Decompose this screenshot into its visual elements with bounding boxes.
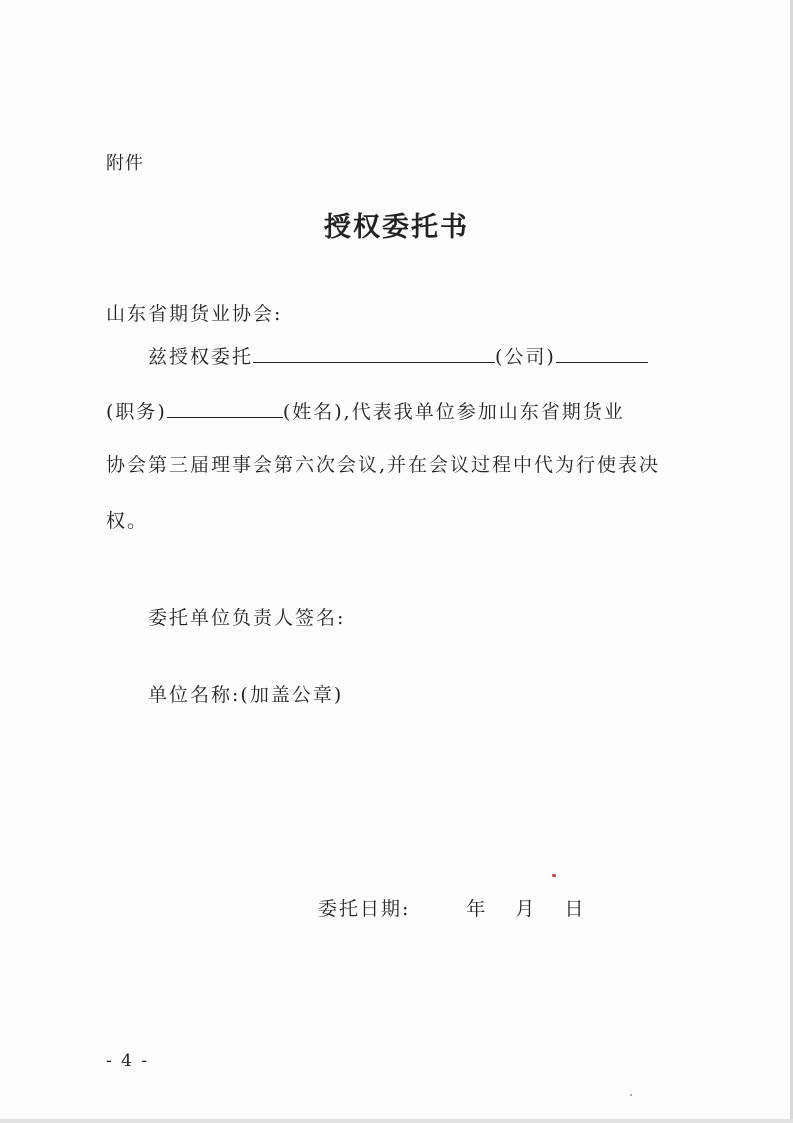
company-blank[interactable] (253, 342, 495, 363)
date-line (318, 897, 585, 921)
attachment-label: 附件 (106, 153, 144, 174)
date-day: 日 (564, 898, 586, 920)
name-label: (姓名),代表我单位参加山东省期货业 (282, 401, 625, 423)
paragraph-line-3: 协会第三届理事会第六次会议,并在会议过程中代为行使表决 (106, 454, 661, 476)
date-year: 年 (466, 898, 488, 920)
paragraph-line-2 (106, 397, 625, 424)
unit-name-label: 单位名称:(加盖公章) (148, 684, 344, 706)
date-month: 月 (515, 898, 537, 920)
position-label: (职务) (106, 401, 167, 423)
position-blank[interactable] (556, 342, 648, 363)
page-number: - 4 - (106, 1051, 150, 1071)
paragraph-line-4: 权。 (106, 510, 149, 532)
salutation: 山东省期货业协会: (106, 303, 283, 325)
scan-speck (630, 1094, 632, 1096)
company-label: (公司) (495, 346, 556, 368)
paragraph-line-1 (148, 342, 648, 369)
scan-speck (552, 874, 556, 877)
document-title: 授权委托书 (324, 212, 469, 243)
name-blank[interactable] (167, 397, 283, 418)
signer-label: 委托单位负责人签名: (148, 607, 346, 629)
date-label: 委托日期: (318, 898, 411, 920)
scan-edge-bottom (0, 1119, 793, 1123)
authorize-text: 兹授权委托 (148, 346, 254, 368)
